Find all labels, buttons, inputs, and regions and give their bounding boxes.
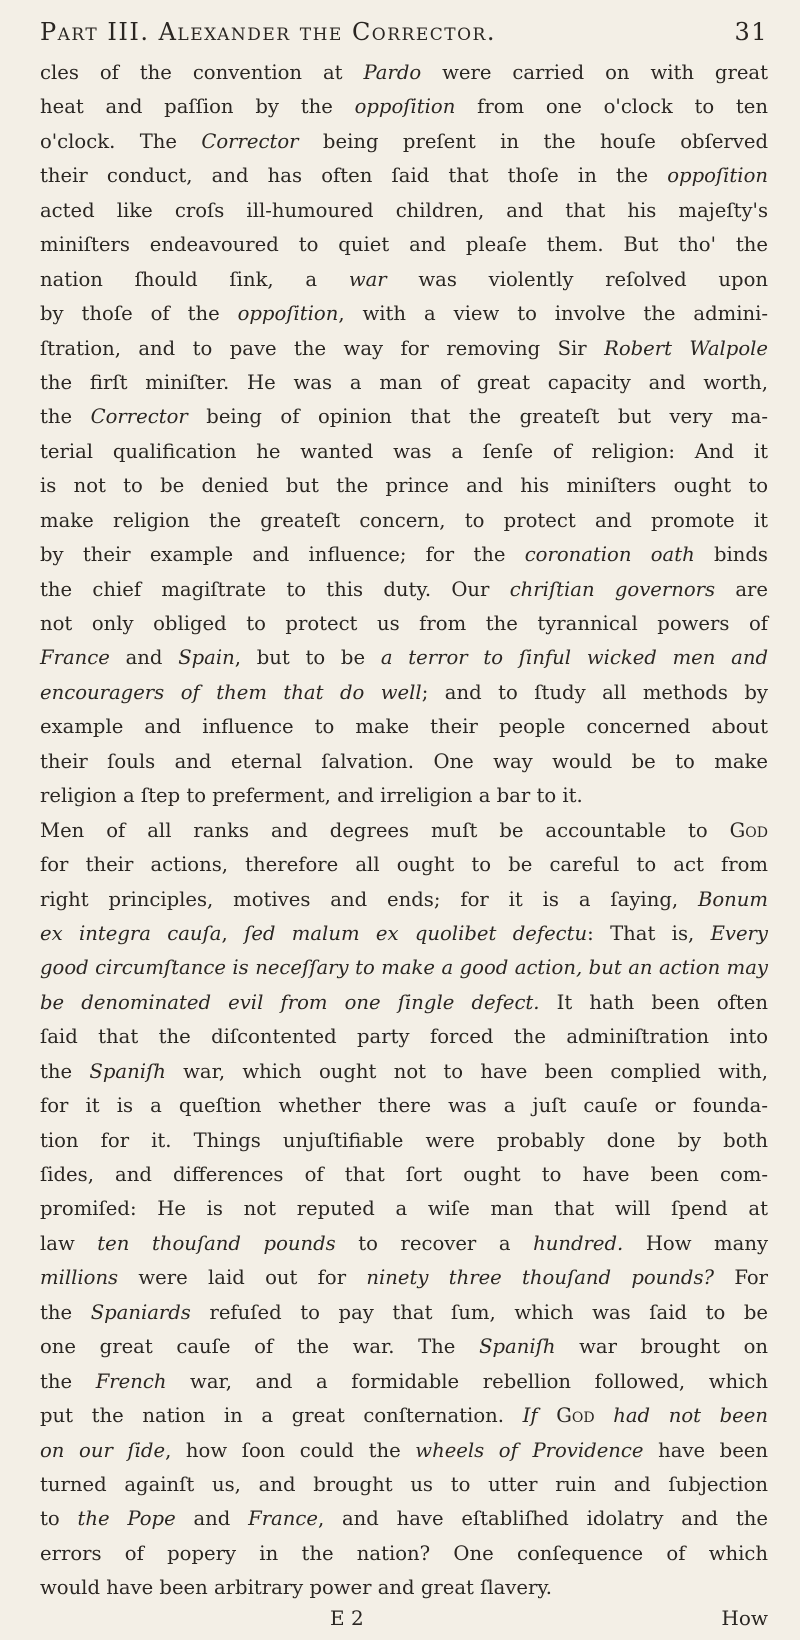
page-body [40,56,768,1606]
text-line: by thoſe of the oppoſition, with a view to involve the admini- [40,302,768,326]
text-line: terial qualification he wanted was a ſenſe of religion: And it [40,439,768,463]
text-line: their ſouls and eternal ſalvation. One way would be to make [40,749,768,773]
text-line: is not to be denied but the prince and his miniſters ought to [40,474,768,498]
text-line: for it is a queſtion whether there was a juſt cauſe or founda- [40,1094,768,1118]
text-line: on our ſide, how ſoon could the wheels of Providence have been [40,1438,769,1462]
running-header [40,10,768,56]
text-line: be denominated evil from one ſingle defect. It hath been often [40,990,769,1014]
text-line: Men of all ranks and degrees muſt be accountable to God [40,818,768,842]
page-number: 31 [734,18,768,46]
text-line: would have been arbitrary power and great ſlavery. [40,1576,553,1600]
text-line: the French war, and a formidable rebellion followed, which [40,1369,768,1393]
text-line: the Spaniſh war, which ought not to have been complied with, [40,1059,768,1083]
text-line: promiſed: He is not reputed a wiſe man that will ſpend at [40,1197,768,1221]
text-line: ex integra cauſa, ſed malum ex quolibet defectu: That is, Every [40,921,768,945]
text-line: the Corrector being of opinion that the greateſt but very ma- [40,405,768,429]
text-line: errors of popery in the nation? One conſequence of which [40,1541,768,1565]
text-line: cles of the convention at Pardo were carried on with great [40,61,768,84]
text-line: make religion the greateſt concern, to protect and promote it [40,508,768,532]
text-line: o'clock. The Corrector being preſent in the houſe obſerved [40,129,768,153]
text-line: right principles, motives and ends; for it is a ſaying, Bonum [40,887,768,911]
signature-mark: E 2 [330,1605,364,1630]
text-line: put the nation in a great conſternation. If God had not been [40,1404,768,1428]
text-line: tion for it. Things unjuſtifiable were probably done by both [40,1128,768,1152]
catchword: How [721,1605,768,1630]
text-line: ſides, and differences of that ſort ought to have been com- [40,1163,768,1186]
text-line: the Spaniards refuſed to pay that ſum, which was ſaid to be [40,1300,768,1324]
text-line: millions were laid out for ninety three thouſand pounds? For [40,1266,769,1290]
text-line: heat and paſſion by the oppoſition from one o'clock to ten [40,95,768,119]
text-line: nation ſhould ſink, a war was violently reſolved upon [40,267,768,291]
text-line: turned againſt us, and brought us to utter ruin and ſubjection [40,1472,768,1496]
text-line: their conduct, and has often ſaid that thoſe in the oppoſition [40,164,768,188]
page-footer [40,1606,768,1640]
running-title: Part III. Alexander the Corrector. [40,18,496,46]
text-line: ſaid that the diſcontented party forced the adminiſtration into [40,1025,768,1049]
text-line: not only obliged to protect us from the tyrannical powers of [40,612,768,635]
text-line: miniſters endeavoured to quiet and pleaſe them. But tho' the [40,233,768,257]
text-line: acted like croſs ill-humoured children, and that his majeſty's [40,198,768,222]
text-line: example and influence to make their people concerned about [40,715,768,739]
text-line: the firſt miniſter. He was a man of great capacity and worth, [40,370,768,394]
text-line: encouragers of them that do well; and to ſtudy all methods by [40,680,769,704]
text-line: one great cauſe of the war. The Spaniſh war brought on [40,1335,769,1359]
text-line: ſtration, and to pave the way for removing Sir Robert Walpole [40,336,768,360]
text-line: to the Pope and France, and have eſtabliſhed idolatry and the [40,1507,768,1531]
text-line: the chief magiſtrate to this duty. Our chriſtian governors are [40,577,769,601]
text-line: religion a ſtep to preferment, and irreligion a bar to it. [40,784,583,808]
text-line: law ten thouſand pounds to recover a hundred. How many [40,1231,769,1255]
text-line: good circumſtance is neceſſary to make a good action, but an action may [40,956,768,980]
text-line: France and Spain, but to be a terror to ſinful wicked men and [40,646,768,670]
text-line: by their example and influence; for the coronation oath binds [40,543,768,567]
text-line: for their actions, therefore all ought to be careful to act from [40,853,768,877]
